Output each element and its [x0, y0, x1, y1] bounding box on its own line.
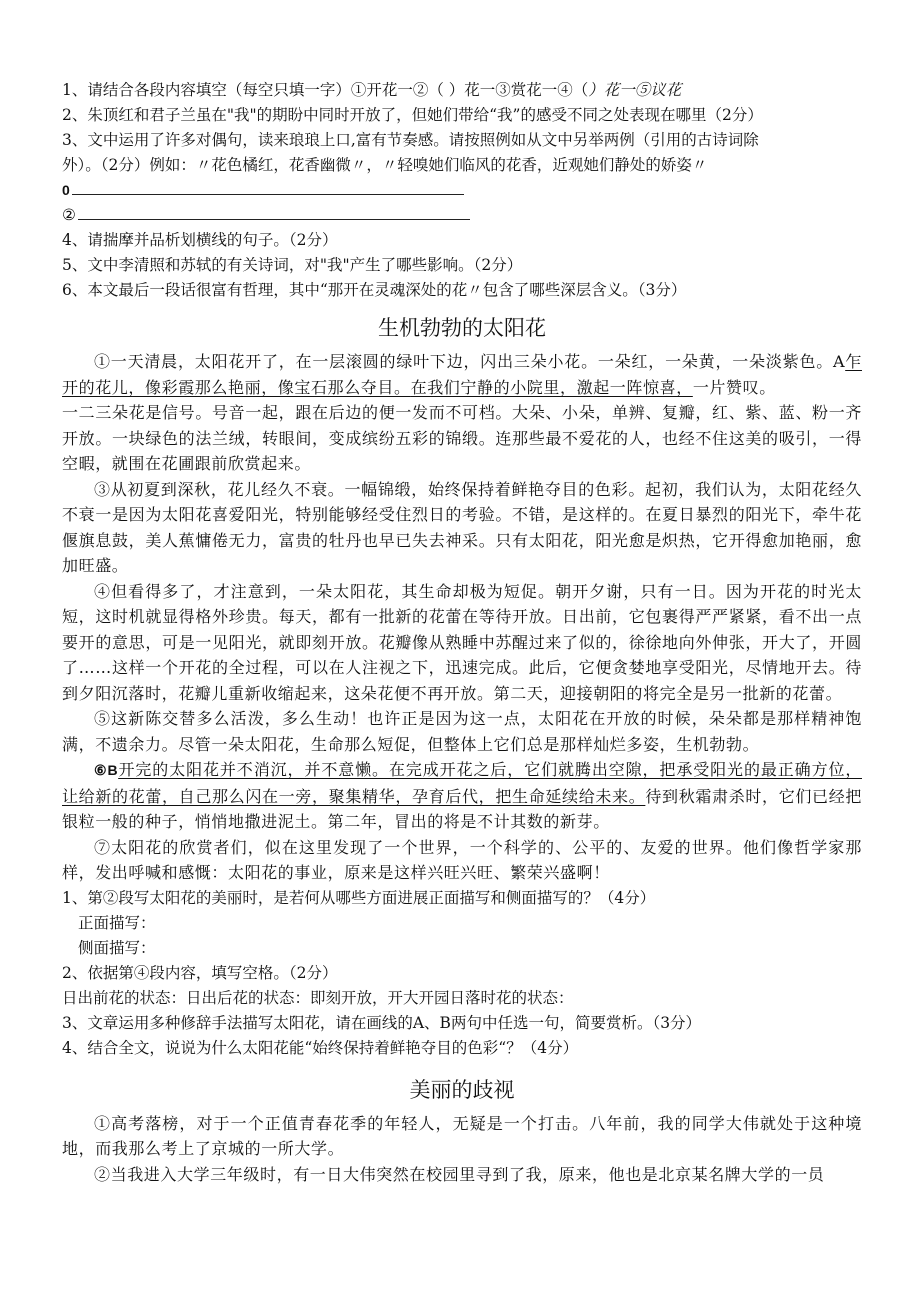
paragraph-1-text-b: 一片赞叹。 [692, 377, 776, 397]
paragraph-6-text: 待到秋霜肃杀时，它们已经把银粒一般的种子，悄悄地撒进泥土。第二年，冒出的将是不计其数的新芽。 [62, 786, 862, 831]
question-1-text: 1、请结合各段内容填空（每空只填一字）①开花一②（ ）花一③赏花一④（ [62, 81, 589, 99]
article-1-paragraph-6 [62, 757, 862, 835]
article-1-question-3: 3、文章运用多种修辞手法描写太阳花，请在画线的A、B两句中任选一句，简要赏析。（3分） [62, 1013, 702, 1032]
article-2-paragraph-1: ①高考落榜，对于一个正值青春花季的年轻人，无疑是一个打击。八年前，我的同学大伟就处于这种境地，而我那么考上了京城的一所大学。 [62, 1113, 862, 1158]
answer-blank-1-label: 0 [62, 182, 70, 198]
article-1-paragraph-4: ④但看得多了，才注意到，一朵太阳花，其生命却极为短促。朝开夕谢，只有一日。因为开花的时光太短，这时机就显得格外珍贵。每天，都有一批新的花蕾在等待开放。日出前，它包裹得严严紧紧，看不出一点要开的意思，可是一见阳光，就即刻开放。花瓣像从熟睡中苏醒过来了似的，徐徐地向外伸张，开大了，开圆了……这样一个开花的全过程，可以在人注视之下，迅速完成。此后，它便贪婪地享受阳光，尽情地开去。待到夕阳沉落时，花瓣儿重新收缩起来，这朵花便不再开放。第二天，迎接朝阳的将完全是另一批新的花蕾。 [62, 581, 862, 703]
article-1-body [62, 349, 862, 886]
question-1 [62, 78, 862, 103]
answer-blank-2-line[interactable] [78, 205, 470, 220]
article-1-paragraph-3: ③从初夏到深秋，花儿经久不衰。一幅锦缎，始终保持着鲜艳夺目的色彩。起初，我们认为，太阳花经久不衰一是因为太阳花喜爱阳光，特别能够经受住烈日的考验。不错，是这样的。在夏日暴烈的阳光下，牵牛花偃旗息鼓，美人蕉慵倦无力，富贵的牡丹也早已失去神采。只有太阳花，阳光愈是炽热，它开得愈加艳丽，愈加旺盛。 [62, 479, 862, 575]
paragraph-1-underline-a: 乍开的花儿，像彩霞那么艳丽，像宝石那么夺目。 [62, 352, 862, 397]
paragraph-1-underline-b: 在我们宁静的小院里，激起一阵惊喜， [410, 377, 693, 397]
article-1-questions [62, 886, 862, 1061]
paragraph-6-underline: 开完的太阳花并不消沉，并不意懒。在完成开花之后，它们就腾出空隙，把承受阳光的最正确方位，让给新的花蕾，自己那么闪在一旁，聚集精华，孕育后代，把生命延续给未来。 [62, 760, 862, 806]
article-1-question-1-front: 正面描写： [78, 913, 156, 932]
question-2: 2、朱顶红和君子兰虽在"我"的期盼中同时开放了，但她们带给“我”的感受不同之处表现在哪里（2分） [62, 106, 763, 124]
article-1-question-4: 4、结合全文，说说为什么太阳花能“始终保持着鲜艳夺目的色彩“？（4分） [62, 1038, 579, 1057]
document-page [62, 78, 862, 1187]
article-1-question-2: 2、依据第④段内容，填写空格。（2分） [62, 963, 338, 982]
article-1-question-1-side: 侧面描写： [78, 938, 156, 957]
paragraph-6-lead: ⑥B [94, 762, 119, 778]
article-1-title: 生机勃勃的太阳花 [378, 316, 546, 340]
article-1-paragraph-1 [62, 349, 862, 400]
question-4: 4、请揣摩并品析划横线的句子。（2分） [62, 231, 338, 249]
article-2-body [62, 1111, 862, 1188]
question-3-line-2: 外）。（2分）例如：〃花色橘红，花香幽微〃，〃轻嗅她们临风的花香，近观她们静处的娇姿〃 [62, 156, 708, 174]
question-3-line-1: 3、文中运用了许多对偶句，读来琅琅上口,富有节奏感。请按照例如从文中另举两例（引用的古诗词除 [62, 131, 759, 149]
answer-blank-2 [62, 203, 862, 228]
answer-blank-1 [62, 178, 862, 203]
question-5: 5、文中李清照和苏轼的有关诗词，对"我"产生了哪些影响。（2分） [62, 256, 523, 274]
paragraph-1-text-a: ①一天清晨，太阳花开了，在一层滚圆的绿叶下边，闪出三朵小花。一朵红，一朵黄，一朵淡紫色。A [94, 352, 846, 371]
answer-blank-2-label: ② [62, 206, 76, 224]
answer-blank-1-line[interactable] [72, 180, 464, 195]
article-1-paragraph-7: ⑦太阳花的欣赏者们，似在这里发现了一个世界，一个科学的、公平的、友爱的世界。他们像哲学家那样，发出呼喊和感慨：太阳花的事业，原来是这样兴旺兴旺、繁荣兴盛啊！ [62, 837, 862, 882]
article-1-paragraph-2: 一二三朵花是信号。号音一起，跟在后边的便一发而不可档。大朵、小朵，单辨、复瓣，红、紫、蓝、粉一齐开放。一块绿色的法兰绒，转眼间，变成缤纷五彩的锦缎。连那些最不爱花的人，也经不住这美的吸引，一得空暇，就围在花圃跟前欣赏起来。 [62, 403, 862, 473]
article-1-question-1: 1、第②段写太阳花的美丽时，是若何从哪些方面进展正面描写和侧面描写的？（4分） [62, 888, 656, 907]
article-1-paragraph-5: ⑤这新陈交替多么活泼，多么生动！也许正是因为这一点，太阳花在开放的时候，朵朵都是那样精神饱满，不遗余力。尽管一朵太阳花，生命那么短促，但整体上它们总是那样灿烂多姿，生机勃勃。 [62, 709, 862, 754]
question-6: 6、本文最后一段话很富有哲理，其中“那开在灵魂深处的花〃包含了哪些深层含义。（3分） [62, 281, 687, 299]
article-2-paragraph-2: ②当我进入大学三年级时，有一日大伟突然在校园里寻到了我，原来，他也是北京某名牌大学的一员 [94, 1164, 825, 1184]
top-questions [62, 78, 862, 303]
question-1-tail: ）花一⑤议花 [588, 81, 682, 99]
article-1-question-2-line: 日出前花的状态：日出后花的状态：即刻开放，开大开园日落时花的状态： [62, 988, 574, 1007]
article-2-title: 美丽的歧视 [409, 1077, 515, 1102]
